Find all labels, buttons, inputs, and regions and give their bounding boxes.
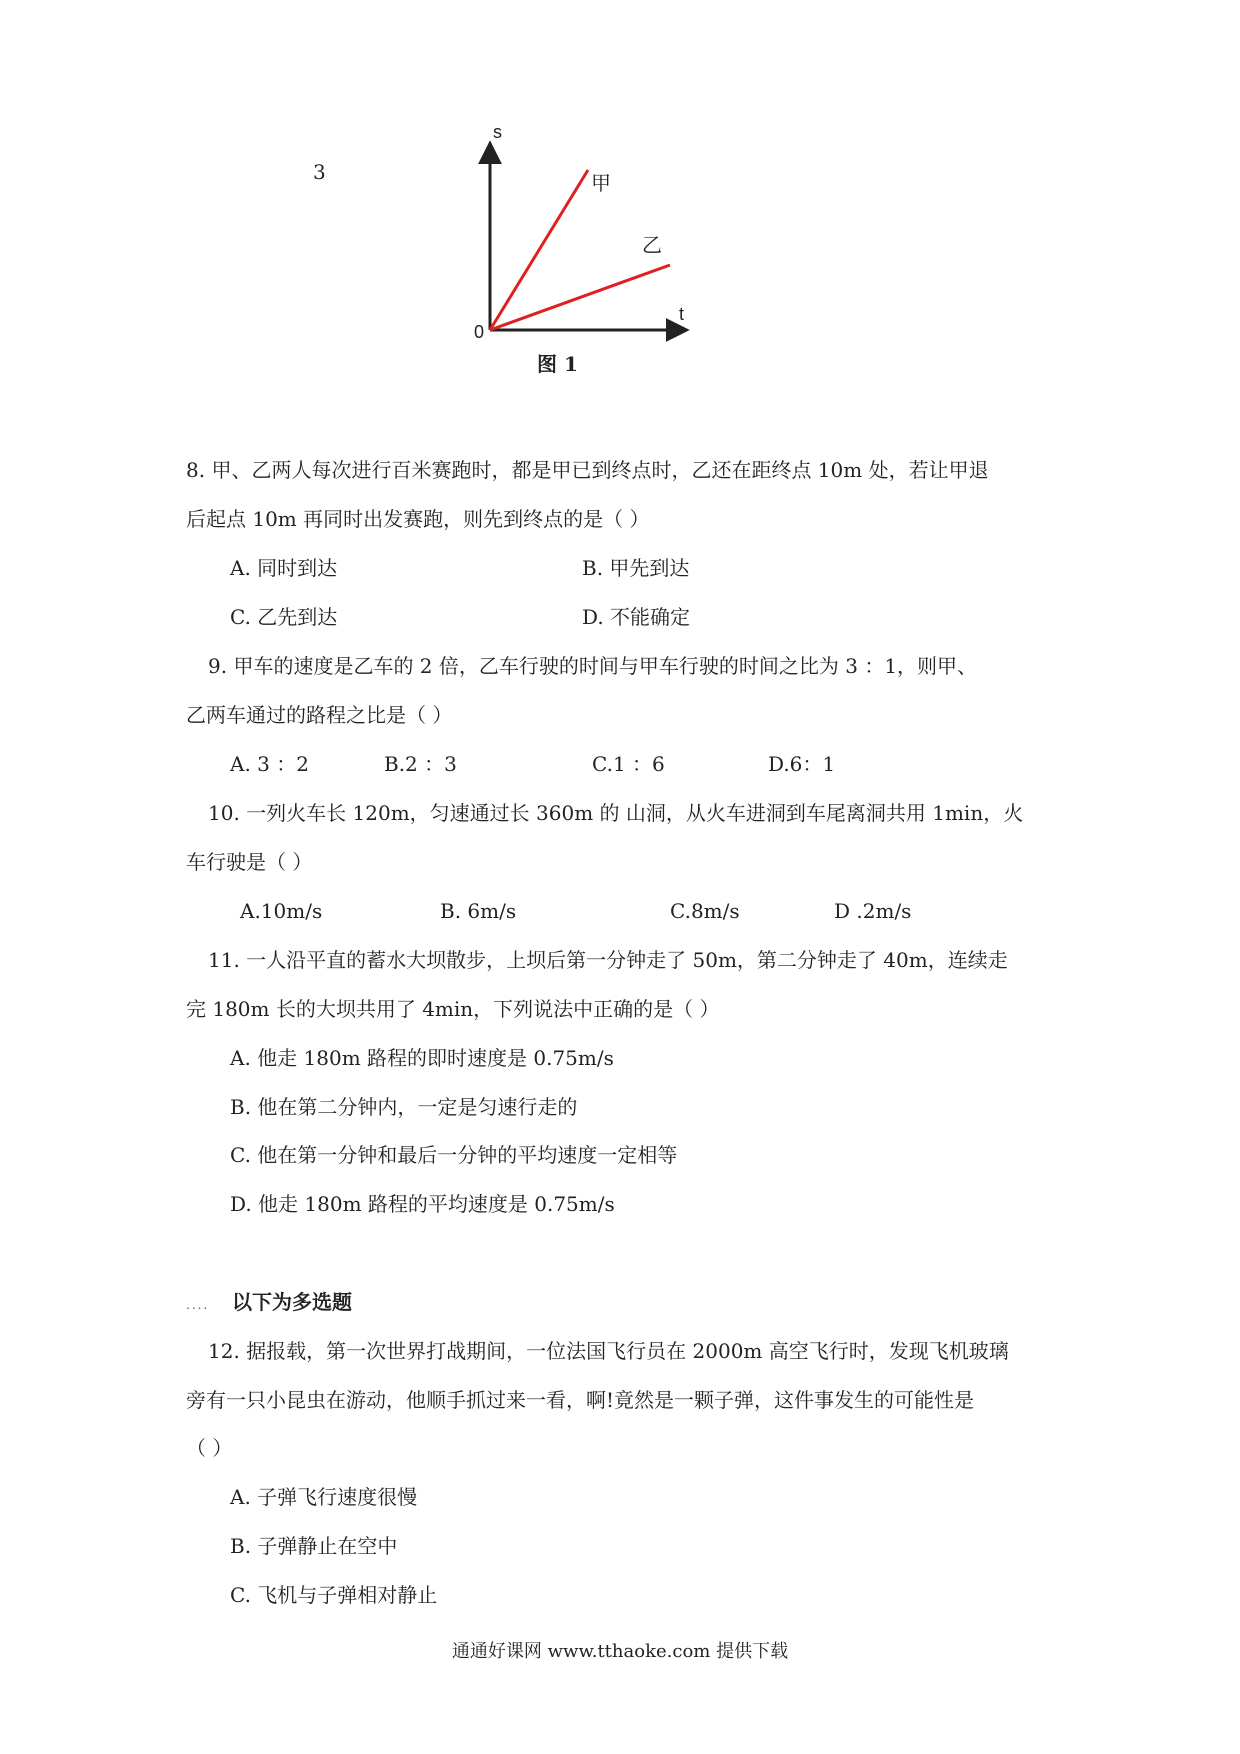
section-dots: ....	[186, 1298, 210, 1312]
q11-option-d: D. 他走 180m 路程的平均速度是 0.75m/s	[230, 1192, 615, 1216]
q9-option-c: C.1 ：6	[592, 752, 665, 776]
q12-stem-line1: 12. 据报载，第一次世界打战期间，一位法国飞行员在 2000m 高空飞行时，发现飞机玻璃	[208, 1339, 1009, 1363]
st-graph-figure	[460, 120, 700, 380]
line-yi	[490, 265, 670, 330]
q9-option-d: D.6：1	[768, 752, 836, 776]
q12-option-b: B. 子弹静止在空中	[230, 1534, 398, 1558]
q8-option-a: A. 同时到达	[230, 556, 338, 580]
label-yi: 乙	[642, 233, 662, 257]
q12-option-a: A. 子弹飞行速度很慢	[230, 1485, 418, 1509]
q9-option-a: A. 3 ：2	[230, 752, 309, 776]
q12-stem-line2: 旁有一只小昆虫在游动，他顺手抓过来一看，啊!竟然是一颗子弹，这件事发生的可能性是	[186, 1388, 975, 1412]
q8-option-b: B. 甲先到达	[582, 556, 690, 580]
line-jia	[490, 170, 588, 330]
q11-stem-line2: 完 180m 长的大坝共用了 4min，下列说法中正确的是（ ）	[186, 997, 720, 1021]
page-footer: 通通好课网 www.tthaoke.com 提供下载	[451, 1641, 789, 1662]
section-title: 以下为多选题	[232, 1290, 352, 1314]
origin-label: 0	[474, 322, 485, 342]
figure-caption: 图 1	[537, 352, 578, 376]
q8-option-c: C. 乙先到达	[230, 605, 338, 629]
q11-option-a: A. 他走 180m 路程的即时速度是 0.75m/s	[230, 1046, 614, 1070]
q9-option-b: B.2 ：3	[384, 752, 457, 776]
q12-option-c: C. 飞机与子弹相对静止	[230, 1583, 438, 1607]
q11-option-b: B. 他在第二分钟内，一定是匀速行走的	[230, 1095, 578, 1119]
label-jia: 甲	[591, 171, 611, 195]
q10-option-b: B. 6m/s	[440, 899, 517, 923]
axis-t-label: t	[679, 304, 685, 324]
page-marker: 3	[313, 160, 326, 184]
q8-stem-line2: 后起点 10m 再同时出发赛跑，则先到终点的是（ ）	[186, 507, 650, 531]
q10-option-d: D .2m/s	[834, 899, 912, 923]
q10-stem-line2: 车行驶是（ ）	[186, 850, 313, 874]
q11-option-c: C. 他在第一分钟和最后一分钟的平均速度一定相等	[230, 1143, 678, 1167]
q10-option-a: A.10m/s	[240, 899, 323, 923]
q9-stem-line2: 乙两车通过的路程之比是（ ）	[186, 703, 453, 727]
axis-s-label: s	[493, 122, 502, 142]
q8-stem-line1: 8. 甲、乙两人每次进行百米赛跑时，都是甲已到终点时，乙还在距终点 10m 处，若让甲退	[186, 458, 989, 482]
q8-option-d: D. 不能确定	[582, 605, 691, 629]
q12-stem-line3: （ ）	[186, 1436, 233, 1460]
q10-stem-line1: 10. 一列火车长 120m，匀速通过长 360m 的 山洞，从火车进洞到车尾离洞共用 1min，火	[208, 801, 1024, 825]
q9-stem-line1: 9. 甲车的速度是乙车的 2 倍，乙车行驶的时间与甲车行驶的时间之比为 3 ：1，则甲、	[208, 654, 978, 678]
q10-option-c: C.8m/s	[670, 899, 740, 923]
q11-stem-line1: 11. 一人沿平直的蓄水大坝散步，上坝后第一分钟走了 50m，第二分钟走了 40m，连续走	[208, 948, 1008, 972]
